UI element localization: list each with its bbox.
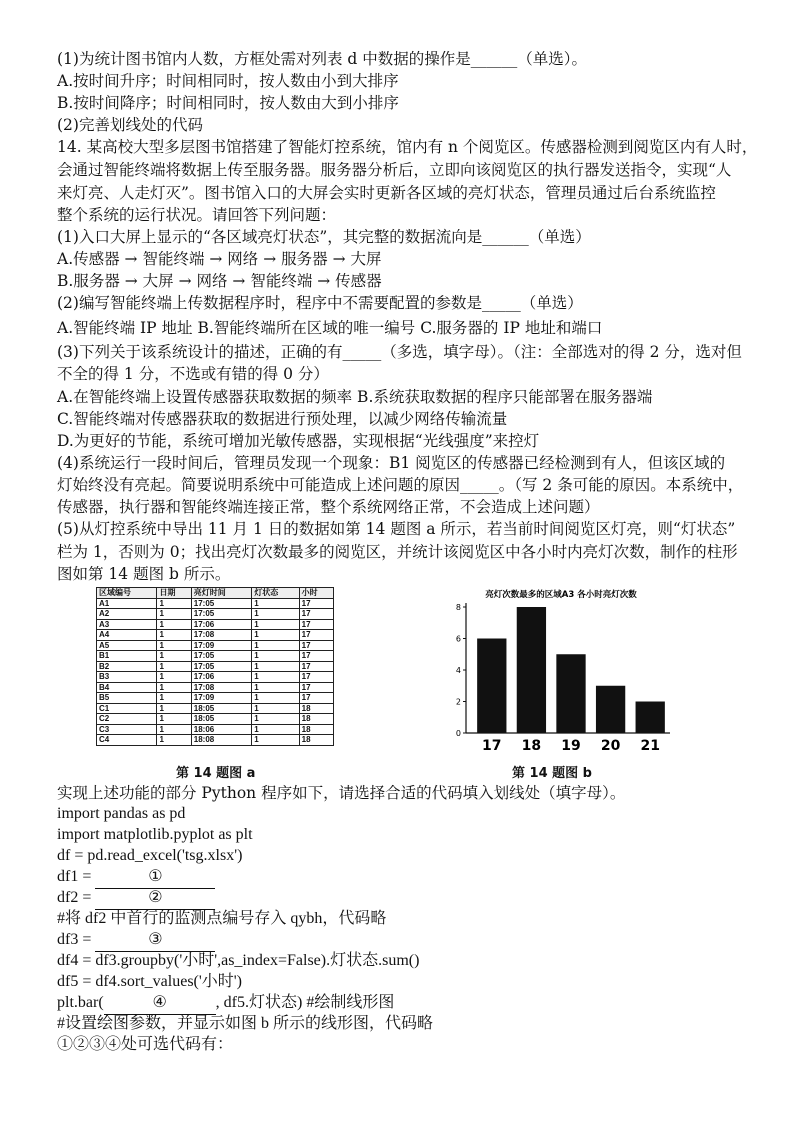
option-line: D.为更好的节能，系统可增加光敏传感器，实现根据“光线强度”来控灯: [57, 432, 540, 450]
table-row: [97, 609, 334, 620]
table-cell: 1: [157, 661, 191, 672]
y-tick-label: 4: [455, 666, 461, 675]
table-cell: 17:05: [191, 651, 251, 662]
answer-blank-2[interactable]: ②: [95, 887, 215, 910]
table-cell: 1: [157, 724, 191, 735]
code-line: [57, 866, 215, 889]
table-cell: 18: [299, 735, 333, 746]
table-header-row: [97, 588, 334, 599]
table-row: [97, 640, 334, 651]
answer-blank-1[interactable]: ①: [95, 866, 215, 889]
table-cell: 17:06: [191, 672, 251, 683]
text-line: 来灯亮、人走灯灭”。图书馆入口的大屏会实时更新各区域的亮灯状态，管理员通过后台系统监控: [57, 184, 716, 202]
table-cell: 1: [252, 640, 299, 651]
table-cell: 18:06: [191, 724, 251, 735]
table-cell: 18:05: [191, 714, 251, 725]
x-tick-label: 19: [561, 738, 581, 754]
bar: [596, 686, 625, 733]
text-line: A.按时间升序；时间相同时，按人数由小到大排序: [57, 72, 399, 90]
text-line: (4)系统运行一段时间后，管理员发现一个现象：B1 阅览区的传感器已经检测到有人，但该区域的: [57, 454, 726, 472]
table-row: [97, 661, 334, 672]
option-line: B.服务器 → 大屏 → 网络 → 智能终端 → 传感器: [57, 272, 382, 290]
text-line: 实现上述功能的部分 Python 程序如下，请选择合适的代码填入划线处（填字母）。: [57, 784, 626, 802]
text-line: 图如第 14 题图 b 所示。: [57, 565, 231, 583]
table-row: [97, 703, 334, 714]
code-prefix: df3 =: [57, 931, 96, 948]
table-cell: 17:09: [191, 693, 251, 704]
table-cell: 1: [252, 661, 299, 672]
table-cell: A5: [97, 640, 157, 651]
answer-blank-3[interactable]: ③: [95, 929, 215, 952]
table-cell: 1: [252, 619, 299, 630]
table-cell: 17: [299, 609, 333, 620]
table-cell: B1: [97, 651, 157, 662]
text-line: ①②③④处可选代码有：: [57, 1036, 234, 1053]
table-cell: B5: [97, 693, 157, 704]
text-line: 不全的得 1 分，不选或有错的得 0 分）: [57, 365, 329, 383]
table-cell: 17: [299, 693, 333, 704]
table-row: [97, 693, 334, 704]
table-header: 灯状态: [252, 588, 299, 599]
text-line: (5)从灯控系统中导出 11 月 1 日的数据如第 14 题图 a 所示，若当前时间阅览区灯亮，则“灯状态”: [57, 520, 736, 538]
y-tick-label: 6: [455, 634, 461, 644]
text-line: (1)入口大屏上显示的“各区域亮灯状态”，其完整的数据流向是______（单选）: [57, 228, 591, 246]
table-cell: 1: [157, 682, 191, 693]
table-header: 亮灯时间: [191, 588, 251, 599]
text-line: (2)完善划线处的代码: [57, 116, 203, 134]
bar: [556, 654, 585, 733]
table-row: [97, 682, 334, 693]
y-tick-label: 8: [455, 603, 461, 612]
code-line: [57, 887, 215, 910]
table-cell: A4: [97, 630, 157, 641]
table-cell: 17: [299, 661, 333, 672]
table-cell: 1: [157, 609, 191, 620]
text-line: 栏为 1，否则为 0；找出亮灯次数最多的阅览区，并统计该阅览区中各小时内亮灯次数，制作的柱形: [57, 543, 738, 561]
table-cell: C3: [97, 724, 157, 735]
option-line: A.传感器 → 智能终端 → 网络 → 服务器 → 大屏: [57, 250, 382, 268]
table-cell: 17: [299, 640, 333, 651]
table-cell: 1: [252, 609, 299, 620]
table-row: [97, 598, 334, 609]
table-cell: 1: [252, 682, 299, 693]
table-cell: 17: [299, 630, 333, 641]
table-cell: A1: [97, 598, 157, 609]
table-body: [97, 598, 334, 745]
code-prefix: df1 =: [57, 868, 96, 885]
table-cell: 1: [252, 703, 299, 714]
table-row: [97, 672, 334, 683]
text-line: 灯始终没有亮起。简要说明系统中可能造成上述问题的原因_____。（写 2 条可能的原因。本系统中，: [57, 476, 744, 494]
table-cell: 1: [252, 672, 299, 683]
table-cell: 1: [252, 630, 299, 641]
text-line: (1)为统计图书馆内人数，方框处需对列表 d 中数据的操作是______（单选）。: [57, 50, 587, 68]
table-cell: B2: [97, 661, 157, 672]
table-cell: 17: [299, 619, 333, 630]
code-line: df5 = df4.sort_values('小时'): [57, 973, 242, 990]
text-line: (2)编写智能终端上传数据程序时，程序中不需要配置的参数是_____（单选）: [57, 294, 583, 312]
x-tick-label: 21: [640, 738, 660, 754]
table-cell: 18: [299, 703, 333, 714]
option-line: A.智能终端 IP 地址 B.智能终端所在区域的唯一编号 C.服务器的 IP 地址和端口: [57, 319, 603, 337]
table-cell: 1: [157, 598, 191, 609]
table-cell: 1: [157, 735, 191, 746]
figure-b-caption: 第 14 题图 b: [512, 766, 592, 781]
table-cell: 1: [157, 703, 191, 714]
table-row: [97, 724, 334, 735]
table-cell: 1: [252, 735, 299, 746]
data-table: [96, 587, 334, 746]
table-cell: 1: [252, 651, 299, 662]
text-line: (3)下列关于该系统设计的描述，正确的有_____（多选，填字母）。（注：全部选对的得 2 分，选对但: [57, 343, 742, 361]
x-tick-label: 20: [600, 738, 621, 754]
table-cell: 18: [299, 724, 333, 735]
table-cell: 1: [157, 651, 191, 662]
table-row: [97, 735, 334, 746]
code-line: df = pd.read_excel('tsg.xlsx'): [57, 847, 243, 864]
answer-blank-4[interactable]: ④: [104, 992, 216, 1015]
table-cell: 1: [252, 693, 299, 704]
table-cell: 1: [157, 640, 191, 651]
table-cell: C2: [97, 714, 157, 725]
y-tick-label: 2: [455, 697, 461, 707]
option-line: C.智能终端对传感器获取的数据进行预处理，以减少网络传输流量: [57, 410, 508, 428]
text-line: 整个系统的运行状况。请回答下列问题：: [57, 206, 337, 224]
table-cell: 17:05: [191, 598, 251, 609]
table-cell: 1: [157, 672, 191, 683]
table-cell: 18: [299, 714, 333, 725]
x-tick-label: 17: [482, 738, 502, 754]
table-cell: C1: [97, 703, 157, 714]
table-cell: 1: [157, 619, 191, 630]
text-line: 传感器，执行器和智能终端连接正常，整个系统网络正常，不会造成上述问题）: [57, 498, 600, 516]
code-line: [57, 929, 215, 952]
table-cell: A3: [97, 619, 157, 630]
table-cell: 1: [252, 598, 299, 609]
text-line: 会通过智能终端将数据上传至服务器。服务器分析后，立即向该阅览区的执行器发送指令，实现“人: [57, 161, 732, 179]
code-line: df4 = df3.groupby('小时',as_index=False).灯状态.sum(): [57, 952, 420, 969]
table-cell: 17:09: [191, 640, 251, 651]
text-line: B.按时间降序；时间相同时，按人数由大到小排序: [57, 94, 399, 112]
chart-title: 亮灯次数最多的区域A3 各小时亮灯次数: [485, 590, 637, 600]
code-line: [57, 992, 394, 1015]
table-row: [97, 651, 334, 662]
table-cell: 18:05: [191, 703, 251, 714]
code-prefix: df2 =: [57, 889, 96, 906]
bar: [636, 702, 665, 734]
table-header: 区域编号: [97, 588, 157, 599]
table-cell: 17:06: [191, 619, 251, 630]
table-row: [97, 630, 334, 641]
question-14-heading: 14. 某高校大型多层图书馆搭建了智能灯控系统，馆内有 n 个阅览区。传感器检测到阅览区内有人时，: [57, 138, 758, 156]
code-comment: #设置绘图参数，并显示如图 b 所示的线形图，代码略: [57, 1015, 434, 1032]
table-cell: 17: [299, 672, 333, 683]
table-cell: 1: [157, 693, 191, 704]
table-cell: 17: [299, 598, 333, 609]
table-cell: 18:08: [191, 735, 251, 746]
table-cell: 1: [252, 724, 299, 735]
table-row: [97, 714, 334, 725]
table-cell: 17: [299, 651, 333, 662]
table-cell: B3: [97, 672, 157, 683]
table-cell: 17:08: [191, 682, 251, 693]
table-header: 小时: [299, 588, 333, 599]
figure-b-bar-chart: [446, 585, 676, 755]
table-header: 日期: [157, 588, 191, 599]
table-cell: C4: [97, 735, 157, 746]
table-cell: 1: [157, 630, 191, 641]
table-cell: 1: [157, 714, 191, 725]
table-cell: 17:08: [191, 630, 251, 641]
table-row: [97, 619, 334, 630]
table-cell: 17: [299, 682, 333, 693]
table-cell: B4: [97, 682, 157, 693]
option-line: A.在智能终端上设置传感器获取数据的频率 B.系统获取数据的程序只能部署在服务器端: [57, 388, 653, 406]
bar: [477, 639, 506, 734]
table-cell: 17:05: [191, 609, 251, 620]
figure-a-caption: 第 14 题图 a: [176, 766, 256, 781]
code-prefix: plt.bar(: [57, 994, 104, 1011]
bar: [517, 607, 546, 733]
code-comment: #将 df2 中首行的监测点编号存入 qybh，代码略: [57, 910, 387, 927]
table-cell: 1: [252, 714, 299, 725]
x-tick-label: 18: [521, 738, 542, 754]
code-line: import pandas as pd: [57, 805, 186, 822]
figure-a-table: [96, 587, 334, 753]
code-suffix: , df5.灯状态) #绘制线形图: [215, 994, 395, 1011]
y-tick-label: 0: [455, 729, 461, 738]
table-cell: A2: [97, 609, 157, 620]
table-cell: 17:05: [191, 661, 251, 672]
code-line: import matplotlib.pyplot as plt: [57, 826, 253, 843]
